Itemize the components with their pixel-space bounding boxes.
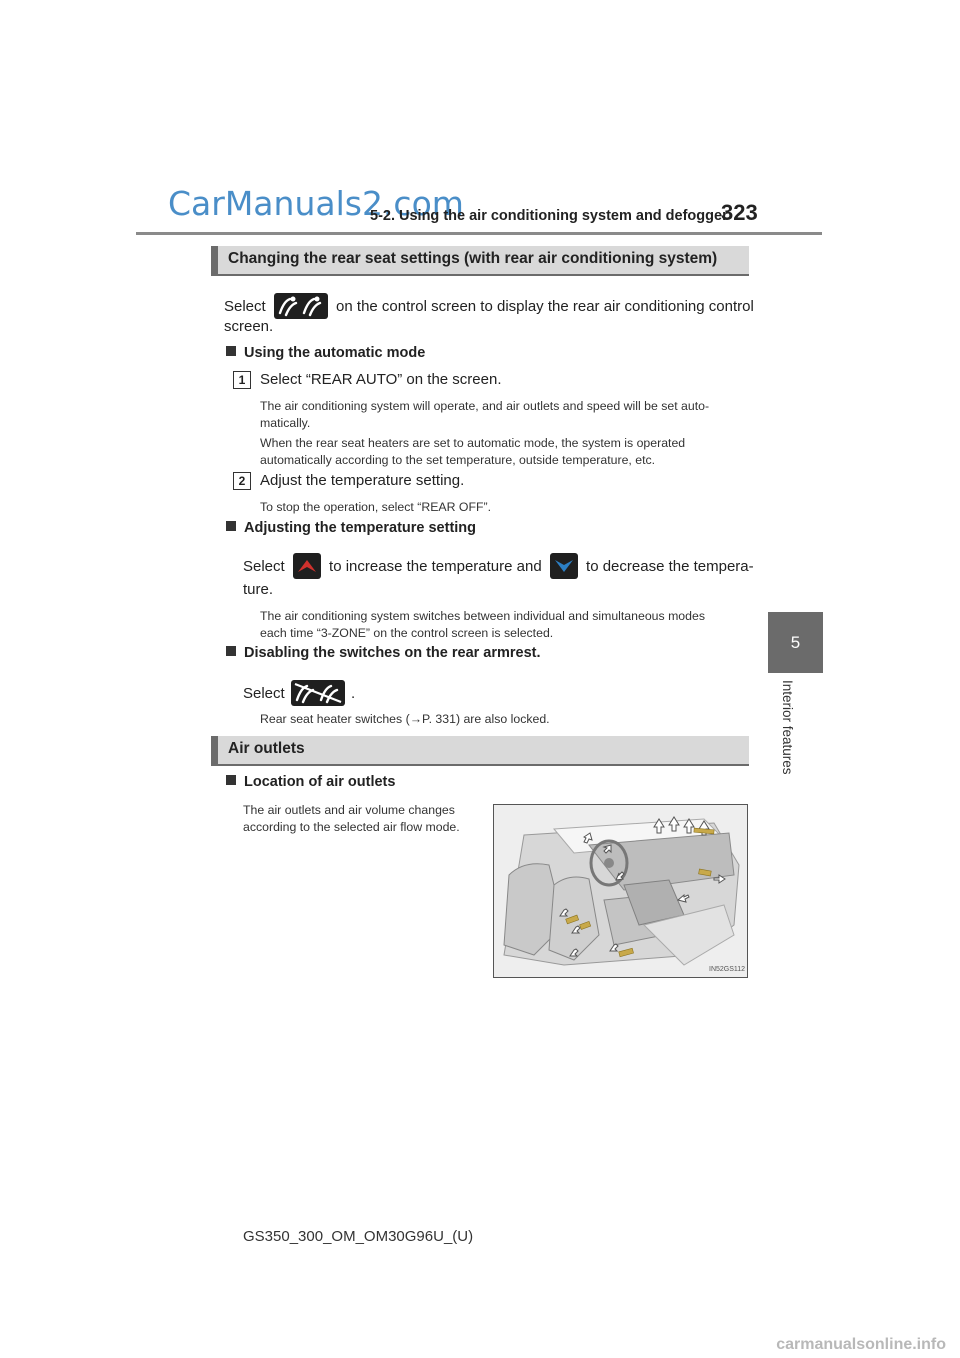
disable-note: Rear seat heater switches (→P. 331) are also locked. <box>260 712 550 726</box>
square-bullet-icon <box>226 775 236 785</box>
intro-select-text: Select <box>224 298 266 315</box>
header-rule <box>136 232 822 235</box>
step-2-note: To stop the operation, select “REAR OFF”. <box>260 500 491 514</box>
section-bar-rear-settings <box>211 246 749 274</box>
temperature-note: The air conditioning system switches between individual and simultaneous modes each time “3-ZONE” on the control screen is selected. <box>260 609 705 640</box>
section-bar-underline <box>211 274 749 276</box>
heading-disable-switches: Disabling the switches on the rear armrest. <box>226 645 541 661</box>
temperature-down-icon <box>550 553 578 579</box>
chapter-tab-label: Interior features <box>780 680 795 775</box>
disable-line: Select . <box>243 680 355 706</box>
square-bullet-icon <box>226 521 236 531</box>
model-code: GS350_300_OM_OM30G96U_(U) <box>243 1228 474 1245</box>
watermark-logo: CarManuals2.com <box>168 184 464 223</box>
temperature-up-icon <box>293 553 321 579</box>
step-number-1: 1 <box>233 371 251 389</box>
bottom-watermark: carmanualsonline.info <box>0 1334 960 1358</box>
intro-line <box>224 293 754 319</box>
section-bar-air-outlets <box>211 736 749 764</box>
air-outlets-description: The air outlets and air volume changes according to the selected air flow mode. <box>243 803 460 834</box>
page-ref-link[interactable]: P. 331 <box>421 712 456 726</box>
intro-line-2: screen. <box>224 318 274 335</box>
rear-switch-lock-icon <box>291 680 345 706</box>
chapter-tab-number: 5 <box>790 632 801 652</box>
square-bullet-icon <box>226 646 236 656</box>
step-2-text: Adjust the temperature setting. <box>260 472 465 489</box>
intro-text: on the control screen to display the rear air conditioning control <box>336 298 754 315</box>
step-number-2: 2 <box>233 472 251 490</box>
step-1-note-1: The air conditioning system will operate, and air outlets and speed will be set auto- matically. <box>260 399 710 430</box>
arrow-right-icon: → <box>409 712 422 726</box>
temperature-line: Select to increase the temperature and to decrease the tempera- <box>243 553 754 579</box>
chapter-title: 5-2. Using the air conditioning system and defogger <box>370 208 728 224</box>
figure-code: IN52GS112 <box>709 966 746 973</box>
heading-auto-mode: Using the automatic mode <box>226 345 425 361</box>
section-title: Changing the rear seat settings (with rear air conditioning system) <box>228 250 718 267</box>
rear-ac-control-icon <box>274 293 328 319</box>
temperature-line-2: ture. <box>243 581 274 598</box>
step-1-text: Select “REAR AUTO” on the screen. <box>260 371 502 388</box>
page-number: 323 <box>721 200 758 225</box>
heading-location-outlets: Location of air outlets <box>226 774 395 790</box>
section-title: Air outlets <box>228 740 305 757</box>
chapter-tab <box>768 612 823 673</box>
heading-temperature: Adjusting the temperature setting <box>226 520 476 536</box>
air-outlets-illustration <box>493 804 748 978</box>
square-bullet-icon <box>226 346 236 356</box>
section-bar-underline <box>211 764 749 766</box>
step-1-note-2: When the rear seat heaters are set to automatic mode, the system is operated automatically according to the set temperature, outside temperature, etc. <box>260 436 686 467</box>
